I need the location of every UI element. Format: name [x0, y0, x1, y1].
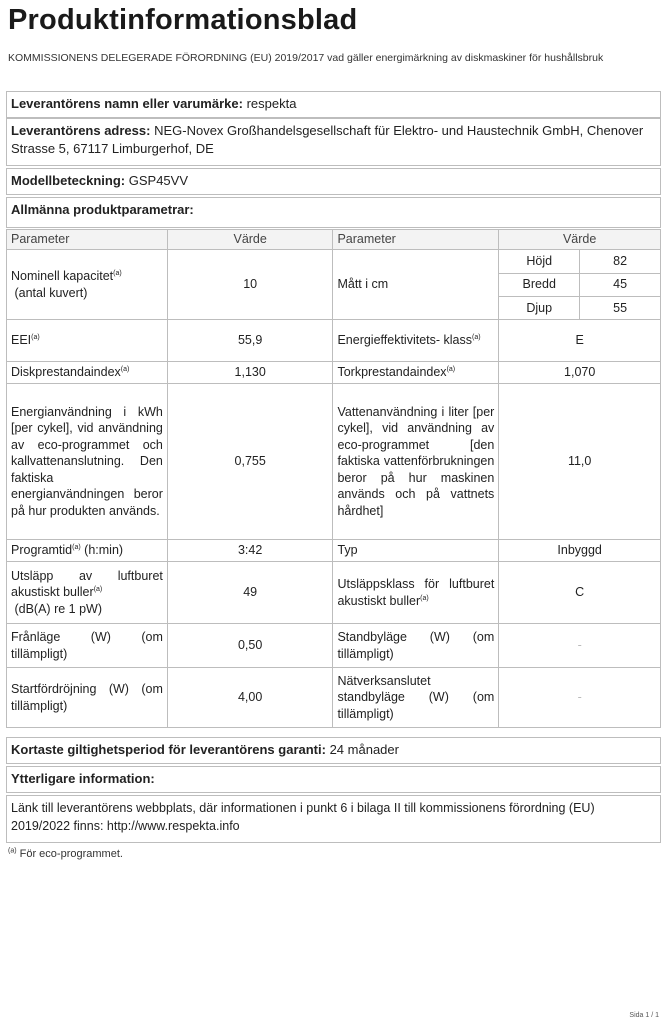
network-standby-label: Nätverksanslutet standbyläge (W) (om tillämpligt) [333, 668, 499, 728]
supplier-name-label: Leverantörens namn eller varumärke: [11, 96, 243, 111]
general-params-label: Allmänna produktparametrar: [11, 202, 194, 217]
program-time-value: 3:42 [167, 540, 333, 562]
table-row [7, 384, 661, 540]
type-label: Typ [333, 540, 499, 562]
eei-label: EEI$^{(a)}$ [7, 320, 168, 362]
energy-use-value: 0,755 [167, 384, 333, 540]
page-number: Sida 1 / 1 [629, 1012, 659, 1019]
table-row [7, 624, 661, 668]
table-header-row [7, 230, 661, 250]
delay-start-label: Startfördröjning (W) (om tillämpligt) [7, 668, 168, 728]
height-label: Höjd [499, 250, 579, 273]
standby-value: - [499, 624, 661, 668]
guarantee-row [6, 737, 661, 764]
network-standby-value: - [499, 668, 661, 728]
table-row [7, 668, 661, 728]
additional-info-row [6, 766, 661, 793]
additional-info-text: Länk till leverantörens webbplats, där informationen i punkt 6 i bilaga II till kommissionens förordning (EU) 2019/2022 finns: http://www.respekta.info [11, 801, 595, 833]
program-time-label: Programtid$^{(a)}$ (h:min) [7, 540, 168, 562]
dimensions-cell [499, 250, 661, 320]
footnote-mark: (a) [8, 847, 17, 855]
drying-index-value: 1,070 [499, 362, 661, 384]
noise-class-value: C [499, 562, 661, 624]
table-row [7, 362, 661, 384]
guarantee-label: Kortaste giltighetsperiod för leverantörens garanti: [11, 742, 326, 757]
water-use-label: Vattenanvändning i liter [per cykel], vid användning av eco-programmet [den faktiska vattenförbrukningen beror på hur maskinen används och på vattnets hårdhet] [333, 384, 499, 540]
footnote [8, 848, 123, 860]
header-parameter-2: Parameter [333, 230, 499, 250]
header-value: Värde [167, 230, 333, 250]
additional-info-text-row [6, 795, 661, 843]
standby-label: Standbyläge (W) (om tillämpligt) [333, 624, 499, 668]
drying-index-label: Torkprestandaindex$^{(a)}$ [333, 362, 499, 384]
footnote-text: För eco-programmet. [19, 848, 123, 860]
supplier-address-row [6, 118, 661, 166]
regulation-reference: KOMMISSIONENS DELEGERADE FÖRORDNING (EU) 2019/2017 vad gäller energimärkning av diskmaskiner för hushållsbruk [8, 52, 604, 64]
supplier-name-value: respekta [246, 96, 297, 111]
supplier-address-label: Leverantörens adress: [11, 123, 151, 138]
additional-info-label: Ytterligare information: [11, 771, 155, 786]
delay-start-value: 4,00 [167, 668, 333, 728]
table-row [7, 540, 661, 562]
eei-value: 55,9 [167, 320, 333, 362]
table-row [7, 320, 661, 362]
noise-value: 49 [167, 562, 333, 624]
parameters-table [6, 229, 661, 728]
energy-class-label: Energieffektivitets- klass$^{(a)}$ [333, 320, 499, 362]
width-value: 45 [580, 273, 660, 296]
model-row [6, 168, 661, 195]
dimensions-table [499, 250, 660, 319]
supplier-name-row [6, 91, 661, 118]
page-title: Produktinformationsblad [8, 4, 358, 36]
model-label: Modellbeteckning: [11, 173, 126, 188]
table-row [7, 562, 661, 624]
water-use-value: 11,0 [499, 384, 661, 540]
general-params-row [6, 197, 661, 228]
off-mode-value: 0,50 [167, 624, 333, 668]
capacity-value: 10 [167, 250, 333, 320]
noise-label: Utsläpp av luftburet akustiskt buller$^{(a)}$ (dB(A) re 1 pW) [7, 562, 168, 624]
type-value: Inbyggd [499, 540, 661, 562]
capacity-label: Nominell kapacitet$^{(a)}$ (antal kuvert) [7, 250, 168, 320]
supplier-address-value: NEG-Novex Großhandelsgesellschaft für Elektro- und Haustechnik GmbH, Chenover Strasse 5, 67117 Limburgerhof, DE [11, 123, 644, 156]
cleaning-index-value: 1,130 [167, 362, 333, 384]
dimensions-label: Mått i cm [333, 250, 499, 320]
guarantee-value: 24 månader [329, 742, 399, 757]
energy-use-label: Energianvändning i kWh [per cykel], vid användning av eco-programmet och kallvattenanslutning. Den faktiska energianvändningen beror på hur produkten används. [7, 384, 168, 540]
energy-class-value: E [499, 320, 661, 362]
noise-class-label: Utsläppsklass för luftburet akustiskt buller$^{(a)}$ [333, 562, 499, 624]
width-label: Bredd [499, 273, 579, 296]
depth-value: 55 [613, 300, 628, 315]
depth-label: Djup [499, 296, 579, 319]
cleaning-index-label: Diskprestandaindex$^{(a)}$ [7, 362, 168, 384]
table-row [7, 250, 661, 320]
header-value-2: Värde [499, 230, 661, 250]
header-parameter: Parameter [7, 230, 168, 250]
off-mode-label: Frånläge (W) (om tillämpligt) [7, 624, 168, 668]
height-value: 82 [580, 250, 660, 273]
model-value: GSP45VV [128, 173, 189, 188]
